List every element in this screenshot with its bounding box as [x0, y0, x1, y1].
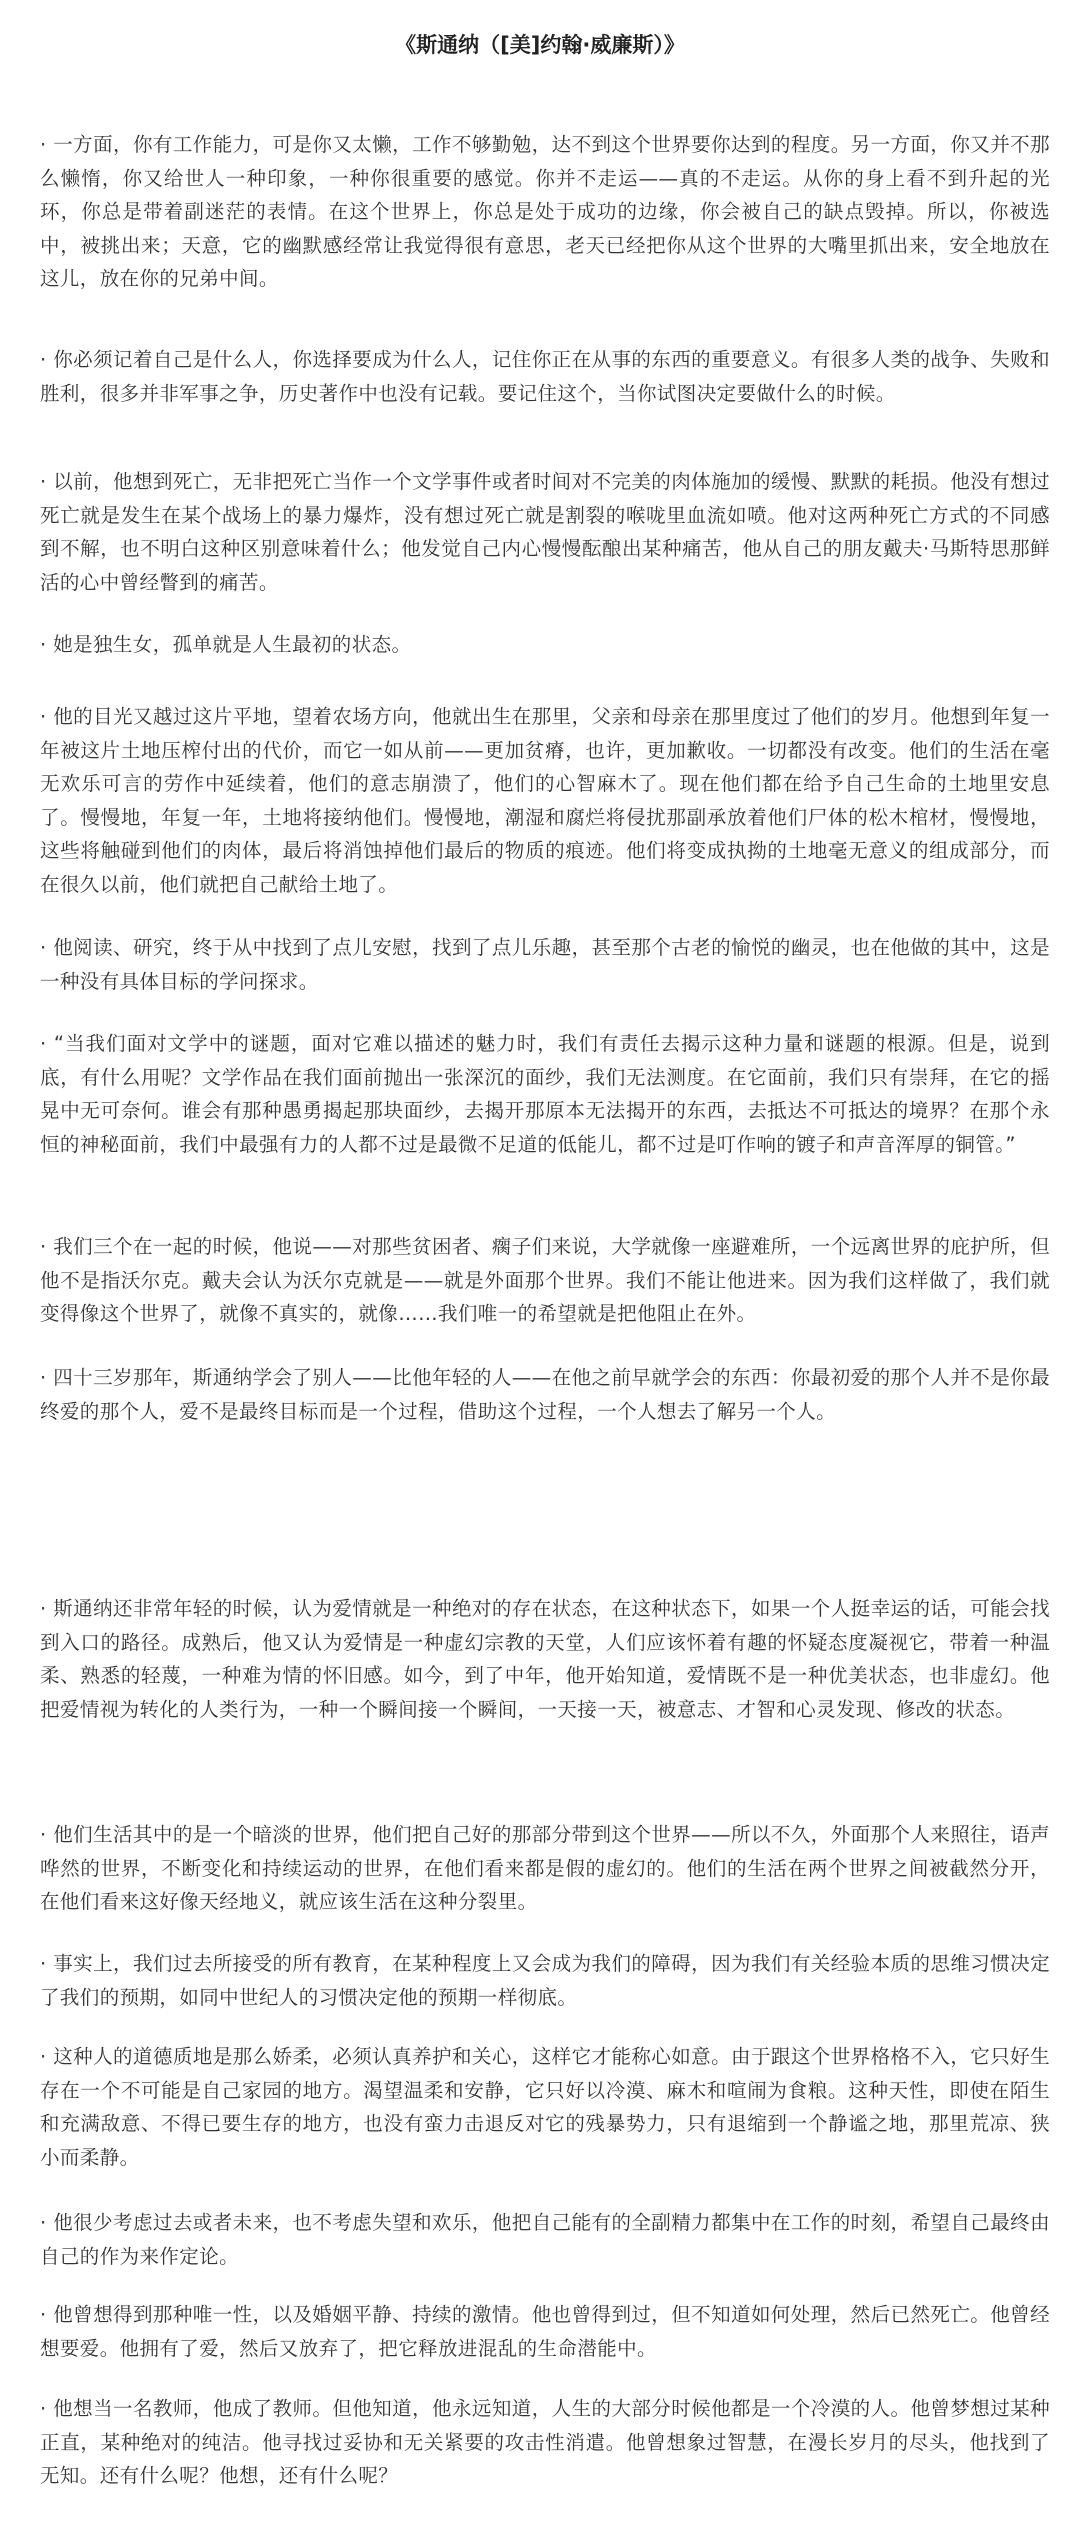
document-title: 《斯通纳（[美]约翰·威廉斯）》: [395, 33, 685, 57]
paragraph: · 他想当一名教师，他成了教师。但他知道，他永远知道，人生的大部分时候他都是一个冷漠的人。他曾梦想过某种正直，某种绝对的纯洁。他寻找过妥协和无关紧要的攻击性消遣。他曾想象过智慧，在漫长岁月的尽头，他找到了无知。还有什么呢？他想，还有什么呢？: [40, 2397, 1050, 2487]
paragraph: · 以前，他想到死亡，无非把死亡当作一个文学事件或者时间对不完美的肉体施加的缓慢、默默的耗损。他没有想过死亡就是发生在某个战场上的暴力爆炸，没有想过死亡就是割裂的喉咙里血流如喷。他对这两种死亡方式的不同感到不解，也不明白这种区别意味着什么；他发觉自己内心慢慢酝酿出某种痛苦，他从自己的朋友戴夫·马斯特思那鲜活的心中曾经瞥到的痛苦。: [40, 470, 1050, 594]
paragraph: · 这种人的道德质地是那么娇柔，必须认真养护和关心，这样它才能称心如意。由于跟这个世界格格不入，它只好生存在一个不可能是自己家园的地方。渴望温柔和安静，它只好以冷漠、麻木和喧闹为食粮。这种天性，即使在陌生和充满敌意、不得已要生存的地方，也没有蛮力击退反对它的残暴势力，只有退缩到一个静谧之地，那里荒凉、狭小而柔静。: [40, 2045, 1050, 2169]
paragraph: · 一方面，你有工作能力，可是你又太懒，工作不够勤勉，达不到这个世界要你达到的程度。另一方面，你又并不那么懒惰，你又给世人一种印象，一种你很重要的感觉。你并不走运——真的不走运。从你的身上看不到升起的光环，你总是带着副迷茫的表情。在这个世界上，你总是处于成功的边缘，你会被自己的缺点毁掉。所以，你被选中，被挑出来；天意，它的幽默感经常让我觉得很有意思，老天已经把你从这个世界的大嘴里抓出来，安全地放在这儿，放在你的兄弟中间。: [40, 133, 1050, 290]
paragraph: · 我们三个在一起的时候，他说——对那些贫困者、瘸子们来说，大学就像一座避难所，一个远离世界的庇护所，但他不是指沃尔克。戴夫会认为沃尔克就是——就是外面那个世界。我们不能让他进来。因为我们这样做了，我们就变得像这个世界了，就像不真实的，就像……我们唯一的希望就是把他阻止在外。: [40, 1235, 1050, 1325]
paragraph: · 他阅读、研究，终于从中找到了点儿安慰，找到了点儿乐趣，甚至那个古老的愉悦的幽灵，也在他做的其中，这是一种没有具体目标的学问探求。: [40, 936, 1050, 993]
paragraph: · 她是独生女，孤单就是人生最初的状态。: [40, 633, 412, 656]
paragraph: · 他很少考虑过去或者未来，也不考虑失望和欢乐，他把自己能有的全副精力都集中在工作的时刻，希望自己最终由自己的作为来作定论。: [40, 2211, 1050, 2268]
paragraph: · 事实上，我们过去所接受的所有教育，在某种程度上又会成为我们的障碍，因为我们有关经验本质的思维习惯决定了我们的预期，如同中世纪人的习惯决定他的预期一样彻底。: [40, 1952, 1050, 2009]
paragraph: · 四十三岁那年，斯通纳学会了别人——比他年轻的人——在他之前早就学会的东西：你最初爱的那个人并不是你最终爱的那个人，爱不是最终目标而是一个过程，借助这个过程，一个人想去了解另一个人。: [40, 1366, 1050, 1423]
paragraph: · 他们生活其中的是一个暗淡的世界，他们把自己好的那部分带到这个世界——所以不久，外面那个人来照往，语声哗然的世界，不断变化和持续运动的世界，在他们看来都是假的虚幻的。他们的生活在两个世界之间被截然分开，在他们看来这好像天经地义，就应该生活在这种分裂里。: [40, 1823, 1050, 1913]
paragraph: · 他的目光又越过这片平地，望着农场方向，他就出生在那里，父亲和母亲在那里度过了他们的岁月。他想到年复一年被这片土地压榨付出的代价，而它一如从前——更加贫瘠，也许，更加歉收。一切都没有改变。他们的生活在毫无欢乐可言的劳作中延续着，他们的意志崩溃了，他们的心智麻木了。现在他们都在给予自己生命的土地里安息了。慢慢地，年复一年，土地将接纳他们。慢慢地，潮湿和腐烂将侵扰那副承放着他们尸体的松木棺材，慢慢地，这些将触碰到他们的肉体，最后将消蚀掉他们最后的物质的痕迹。他们将变成执拗的土地毫无意义的组成部分，而在很久以前，他们就把自己献给土地了。: [40, 705, 1050, 896]
paragraph: · 你必须记着自己是什么人，你选择要成为什么人，记住你正在从事的东西的重要意义。有很多人类的战争、失败和胜利，很多并非军事之争，历史著作中也没有记载。要记住这个，当你试图决定要做什么的时候。: [40, 348, 1050, 405]
paragraph: · 斯通纳还非常年轻的时候，认为爱情就是一种绝对的存在状态，在这种状态下，如果一个人挺幸运的话，可能会找到入口的路径。成熟后，他又认为爱情是一种虚幻宗教的天堂，人们应该怀着有趣的怀疑态度凝视它，带着一种温柔、熟悉的轻蔑，一种难为情的怀旧感。如今，到了中年，他开始知道，爱情既不是一种优美状态，也非虚幻。他把爱情视为转化的人类行为，一种一个瞬间接一个瞬间，一天接一天，被意志、才智和心灵发现、修改的状态。: [40, 1597, 1050, 1721]
paragraph: · 他曾想得到那种唯一性，以及婚姻平静、持续的激情。他也曾得到过，但不知道如何处理，然后已然死亡。他曾经想要爱。他拥有了爱，然后又放弃了，把它释放进混乱的生命潜能中。: [40, 2303, 1050, 2360]
paragraph: · “当我们面对文学中的谜题，面对它难以描述的魅力时，我们有责任去揭示这种力量和谜题的根源。但是，说到底，有什么用呢？文学作品在我们面前抛出一张深沉的面纱，我们无法测度。在它面前，我们只有崇拜，在它的摇晃中无可奈何。谁会有那种愚勇揭起那块面纱，去揭开那原本无法揭开的东西，去抵达不可抵达的境界？在那个永恒的神秘面前，我们中最强有力的人都不过是最微不足道的低能儿，都不过是叮作响的镀子和声音浑厚的铜管。”: [40, 1032, 1050, 1156]
